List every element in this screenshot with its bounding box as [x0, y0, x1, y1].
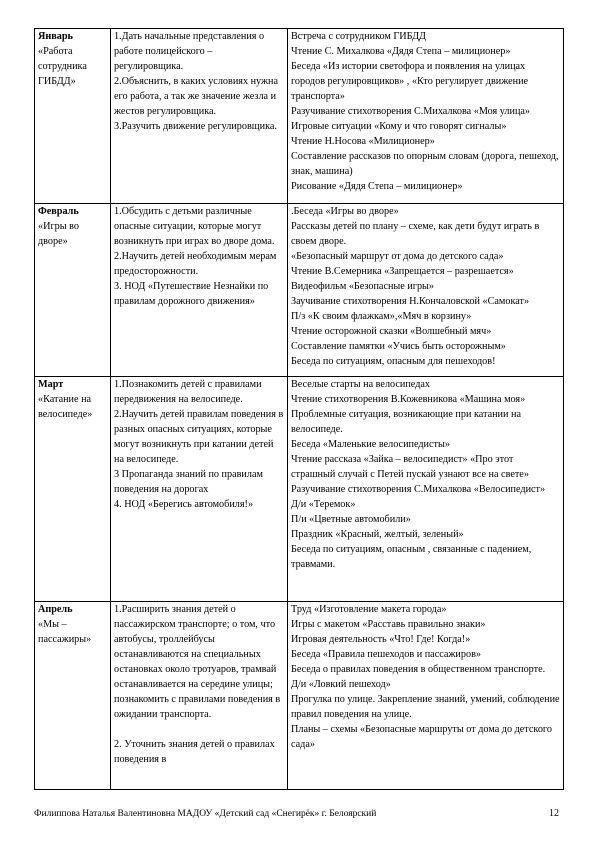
activity-item: Чтение В.Семерника «Запрещается – разрешается»: [291, 266, 514, 277]
footer-author: Филиппова Наталья Валентиновна МАДОУ «Детский сад «Снегирёк» г. Белоярский: [34, 809, 377, 819]
activity-item: Составление памятки «Учись быть осторожным»: [291, 341, 506, 352]
month-cell: [35, 602, 111, 790]
activity-item: Беседа «Из истории светофора и появления на улицах городов регулировщиков» , «Кто регулирует движение транспорта»: [291, 61, 529, 102]
month-cell: [35, 29, 111, 204]
activity-item: П/и «Цветные автомобили»: [291, 514, 411, 525]
activity-item: Веселые старты на велосипедах: [291, 379, 430, 390]
month-label: Январь: [38, 31, 73, 42]
activity-item: Чтение С. Михалкова «Дядя Степа – милиционер»: [291, 46, 511, 57]
activities-cell: [288, 377, 564, 602]
month-label: Апрель: [38, 604, 73, 615]
goal-item: 3. НОД «Путешествие Незнайки по правилам дорожного движения»: [114, 281, 269, 307]
table-row-january: [35, 29, 564, 204]
activity-item: Праздник «Красный, желтый, зеленый»: [291, 529, 464, 540]
theme-label: «Мы – пассажиры»: [38, 619, 92, 645]
month-cell: [35, 377, 111, 602]
month-label: Март: [38, 379, 64, 390]
activity-item: Составление рассказов по опорным словам (дорога, пешеход, знак, машина): [291, 151, 559, 177]
activity-item: Беседа «Правила пешеходов и пассажиров»: [291, 649, 481, 660]
table-row-april: [35, 602, 564, 790]
page-number: 12: [549, 808, 559, 819]
activity-item: Прогулка по улице. Закрепление знаний, умений, соблюдение правил поведения на улице.: [291, 694, 560, 720]
activity-item: Заучивание стихотворения Н.Кончаловской «Самокат»: [291, 296, 530, 307]
activity-item: Игровые ситуации «Кому и что говорят сигналы»: [291, 121, 507, 132]
month-cell: [35, 204, 111, 377]
activity-item: Разучивание стихотворения С.Михалкова «Велосипедист»: [291, 484, 546, 495]
goal-item: 1.Дать начальные представления о работе полицейского – регулировщика.: [114, 31, 265, 72]
goal-item: 4. НОД «Берегись автомобиля!»: [114, 499, 254, 510]
activity-item: Чтение осторожной сказки «Волшебный мяч»: [291, 326, 492, 337]
activity-item: Игровая деятельность «Что! Где! Когда!»: [291, 634, 471, 645]
activity-item: Рисование «Дядя Степа – милиционер»: [291, 181, 463, 192]
goal-item: 2.Объяснить, в каких условиях нужна его работа, а так же значение жезла и жестов регулировщика.: [114, 76, 279, 117]
activity-item: Беседа «Маленькие велосипедисты»: [291, 439, 450, 450]
activities-cell: [288, 204, 564, 377]
goals-cell: [111, 204, 288, 377]
activity-item: Чтение стихотворения В.Кожевникова «Машина моя»: [291, 394, 526, 405]
activity-item: Планы – схемы «Безопасные маршруты от дома до детского сада»: [291, 724, 552, 750]
theme-label: «Игры во дворе»: [38, 221, 79, 247]
table-row-february: [35, 204, 564, 377]
activity-item: .Беседа «Игры во дворе»: [291, 206, 399, 217]
month-label: Февраль: [38, 206, 79, 217]
goal-item: 2.Научить детей необходимым мерам предосторожности.: [114, 251, 277, 277]
table-row-march: [35, 377, 564, 602]
goal-item: 1.Познакомить детей с правилами передвижения на велосипеде.: [114, 379, 262, 405]
plan-table-body: [35, 29, 564, 790]
goal-item: 1.Обсудить с детьми различные опасные ситуации, которые могут возникнуть при играх во дворе дома.: [114, 206, 275, 247]
goal-item: 3 Пропаганда знаний по правилам поведения на дорогах: [114, 469, 263, 495]
activity-item: Д/и «Ловкий пешеход»: [291, 679, 391, 690]
activity-item: Чтение Н.Носова «Милиционер»: [291, 136, 435, 147]
activity-item: Беседа по ситуациям, опасным , связанные с падением, травмами.: [291, 544, 532, 570]
goals-cell: [111, 29, 288, 204]
theme-label: «Катание на велосипеде»: [38, 394, 93, 420]
activity-item: П/з «К своим флажкам»,«Мяч в корзину»: [291, 311, 472, 322]
activities-cell: [288, 602, 564, 790]
goal-item: 2. Уточнить знания детей о правилах поведения в: [114, 739, 275, 765]
activity-item: Д/и «Теремок»: [291, 499, 356, 510]
activity-item: Проблемные ситуация, возникающие при катании на велосипеде.: [291, 409, 521, 435]
activity-item: Разучивание стихотворения С.Михалкова «Моя улица»: [291, 106, 531, 117]
theme-label: «Работа сотрудника ГИБДД»: [38, 46, 87, 87]
activity-item: Чтение рассказа «Зайка – велосипедист» «Про этот страшный случай с Петей пускай узнают все на свете»: [291, 454, 529, 480]
activity-item: «Безопасный маршрут от дома до детского сада»: [291, 251, 504, 262]
activity-item: Встреча с сотрудником ГИБДД: [291, 31, 427, 42]
goals-cell: [111, 377, 288, 602]
goal-item: 3.Разучить движение регулировщика.: [114, 121, 277, 132]
plan-table: [34, 28, 564, 790]
activity-item: Беседа по ситуациям, опасным для пешеходов!: [291, 356, 496, 367]
activity-item: Беседа о правилах поведения в общественном транспорте.: [291, 664, 546, 675]
goal-spacer: [114, 722, 284, 737]
goal-item: 1.Расширить знания детей о пассажирском транспорте; о том, что автобусы, троллейбусы останавливаются на специальных остановках около тротуаров, трамвай останавливается на середине улицы; познакомить с правилами поведения в ожидании транспорта.: [114, 604, 281, 720]
activity-item: Игры с макетом «Расставь правильно знаки»: [291, 619, 486, 630]
goal-item: 2.Научить детей правилам поведения в разных опасных ситуациях, которые могут возникнуть при катании детей на велосипеде.: [114, 409, 284, 465]
activity-item: Труд «Изготовление макета города»: [291, 604, 447, 615]
activity-item: Видеофильм «Безопасные игры»: [291, 281, 434, 292]
activity-item: Рассказы детей по плану – схеме, как дети будут играть в своем дворе.: [291, 221, 540, 247]
activities-cell: [288, 29, 564, 204]
goals-cell: [111, 602, 288, 790]
